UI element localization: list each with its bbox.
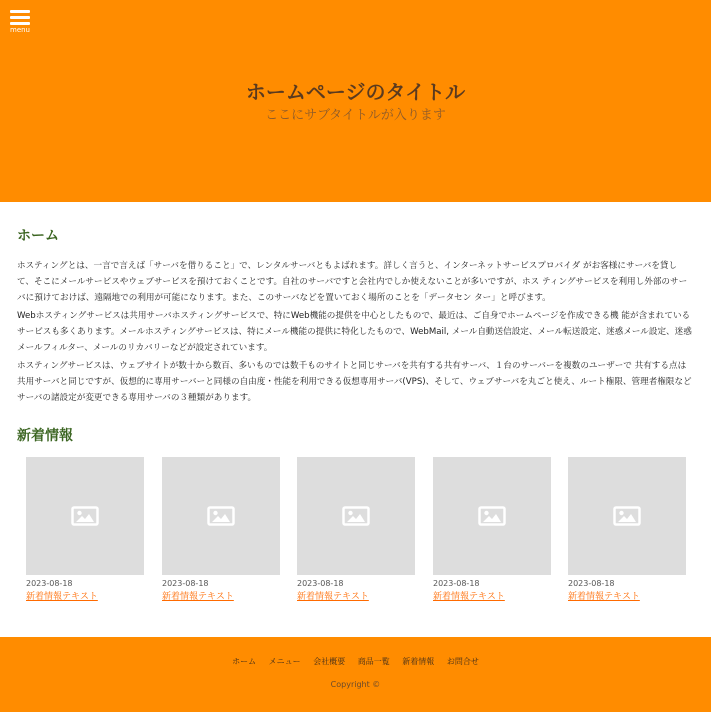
news-heading: 新着情報	[17, 428, 73, 444]
hamburger-icon-bar	[10, 16, 30, 19]
page-title: ホームページのタイトル	[245, 80, 466, 104]
news-date: 2023-08-18	[568, 579, 615, 588]
news-link[interactable]: 新着情報テキスト	[433, 592, 505, 602]
news-date: 2023-08-18	[297, 579, 344, 588]
footer-nav	[0, 656, 711, 668]
body-paragraph: ホスティングサービスは、ウェブサイトが数十から数百、多いものでは数千ものサイトと同じサーバを共有する共有サーバ、１台のサーバーを複数のユーザーで 共有する点は共用サーバと同じですが、仮想的に専用サーバーと同様の自由度・性能を利用できる仮想専用サーバ(VPS)、そして、ウェブサーバを丸ごと使え、ルート権限、管理者権限などサーバの諸設定が変更できる専用サーバの３種類があります。	[17, 361, 692, 403]
news-date: 2023-08-18	[162, 579, 209, 588]
copyright: Copyright ©	[330, 680, 381, 689]
image-placeholder-icon	[478, 506, 506, 526]
home-heading: ホーム	[17, 228, 59, 244]
news-card	[26, 457, 144, 607]
body-paragraph: ホスティングとは、一言で言えば「サーバを借りること」で、レンタルサーバともよばれます。詳しく言うと、インターネットサービスプロバイダ がお客様にサーバを貸して、そこにメールサービスやウェブサービスを預けておくことです。自社のサーバですと会社内でしか使えないことが多いですが、ホス ティングサービスを利用し外部のサーバに預けておけば、遠隔地での利用が可能になります。また、このサーバなどを置いておく場所のことを「データセン ター」と呼びます。	[17, 261, 688, 303]
news-card	[433, 457, 551, 607]
news-thumbnail[interactable]	[433, 457, 551, 575]
news-card	[568, 457, 686, 607]
news-date: 2023-08-18	[26, 579, 73, 588]
footer-link-news[interactable]: 新着情報	[402, 657, 435, 666]
news-date: 2023-08-18	[433, 579, 480, 588]
news-link[interactable]: 新着情報テキスト	[162, 592, 234, 602]
footer-link-home[interactable]: ホーム	[232, 657, 257, 666]
hero-header	[0, 0, 711, 202]
news-link[interactable]: 新着情報テキスト	[26, 592, 98, 602]
menu-label: menu	[10, 26, 30, 34]
site-footer	[0, 637, 711, 712]
footer-link-contact[interactable]: お問合せ	[446, 657, 479, 666]
news-thumbnail[interactable]	[568, 457, 686, 575]
page-subtitle: ここにサブタイトルが入ります	[265, 108, 446, 123]
news-card	[297, 457, 415, 607]
news-card	[162, 457, 280, 607]
image-placeholder-icon	[613, 506, 641, 526]
news-link[interactable]: 新着情報テキスト	[297, 592, 369, 602]
news-thumbnail[interactable]	[162, 457, 280, 575]
news-thumbnail[interactable]	[297, 457, 415, 575]
hamburger-icon-bar	[10, 22, 30, 25]
image-placeholder-icon	[207, 506, 235, 526]
footer-link-company[interactable]: 会社概要	[313, 657, 346, 666]
body-paragraph: Webホスティングサービスは共用サーバホスティングサービスで、特にWeb機能の提供を中心としたもので、最近は、ご自身でホームページを作成できる機 能が含まれているサービスも多くあります。メールホスティングサービスは、特にメール機能の提供に特化したもので、WebMail, メール自動送信設定、メール転送設定、迷惑メール設定、迷惑メールフィルター、メールのリカバリーなどが設定されています。	[17, 311, 692, 353]
image-placeholder-icon	[342, 506, 370, 526]
footer-link-menu[interactable]: メニュー	[268, 657, 301, 666]
image-placeholder-icon	[71, 506, 99, 526]
news-link[interactable]: 新着情報テキスト	[568, 592, 640, 602]
hamburger-icon	[10, 10, 30, 13]
news-thumbnail[interactable]	[26, 457, 144, 575]
menu-button[interactable]	[9, 8, 31, 34]
footer-link-products[interactable]: 商品一覧	[357, 657, 390, 666]
